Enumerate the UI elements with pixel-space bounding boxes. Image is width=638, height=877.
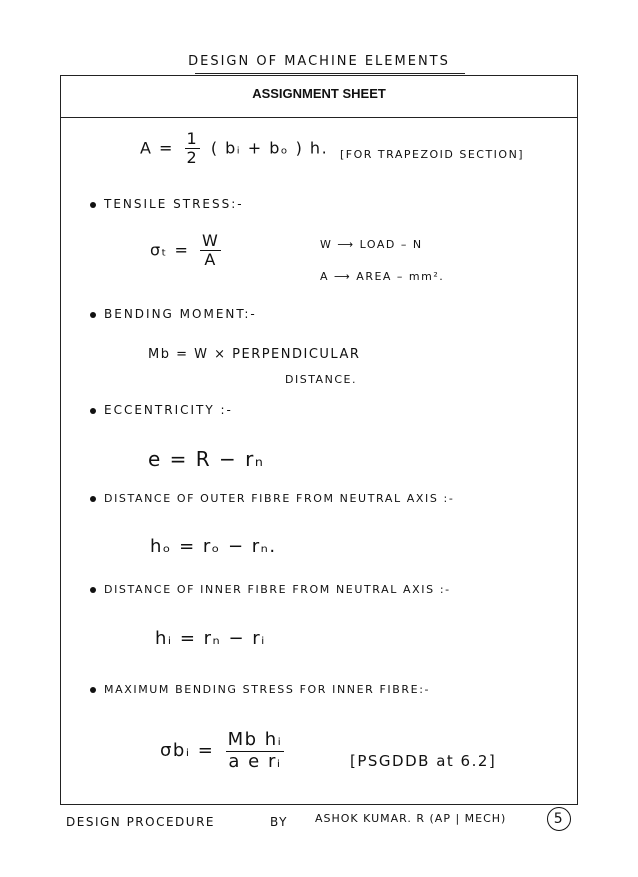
area-note: [FOR TRAPEZOID SECTION] bbox=[340, 148, 525, 161]
bending-moment-eq-line1: Mb = W × PERPENDICULAR bbox=[148, 347, 361, 362]
bullet-icon bbox=[90, 202, 96, 208]
max-bending-heading bbox=[90, 683, 430, 696]
area-formula bbox=[140, 130, 328, 168]
bullet-icon bbox=[90, 408, 96, 414]
footer-by: BY bbox=[270, 815, 288, 829]
area-half-fraction bbox=[185, 130, 201, 168]
bending-moment-eq-line2: DISTANCE. bbox=[285, 373, 357, 386]
area-lhs: A = bbox=[140, 138, 174, 158]
bullet-icon bbox=[90, 312, 96, 318]
page-number-badge: 5 bbox=[547, 807, 571, 831]
inner-fibre-heading-text: DISTANCE OF INNER FIBRE FROM NEUTRAL AXIS :- bbox=[104, 583, 451, 596]
tensile-lhs: σₜ = bbox=[150, 240, 190, 260]
inner-fibre-formula: hᵢ = rₙ − rᵢ bbox=[155, 628, 266, 649]
tensile-heading bbox=[90, 197, 244, 211]
tensile-legend-load: W ⟶ LOAD – N bbox=[320, 238, 423, 251]
eccentricity-formula: e = R − rₙ bbox=[148, 447, 265, 471]
tensile-formula bbox=[150, 232, 225, 270]
max-bending-heading-text: MAXIMUM BENDING STRESS FOR INNER FIBRE:- bbox=[104, 683, 431, 696]
eccentricity-heading-text: ECCENTRICITY :- bbox=[104, 403, 233, 417]
outer-fibre-heading bbox=[90, 492, 454, 505]
max-bending-num: Mb hᵢ bbox=[227, 729, 283, 750]
max-bending-fraction bbox=[226, 730, 285, 772]
sheet-title-divider bbox=[60, 117, 578, 118]
footer-author: ASHOK KUMAR. R (AP | MECH) bbox=[315, 812, 507, 825]
outer-fibre-heading-text: DISTANCE OF OUTER FIBRE FROM NEUTRAL AXIS :- bbox=[104, 492, 455, 505]
max-bending-reference: [PSGDDB at 6.2] bbox=[350, 752, 497, 770]
document-header-title: DESIGN OF MACHINE ELEMENTS bbox=[188, 54, 450, 69]
tensile-fraction bbox=[200, 232, 221, 270]
area-frac-den: 2 bbox=[186, 148, 199, 168]
bullet-icon bbox=[90, 587, 96, 593]
area-rhs: ( bᵢ + bₒ ) h. bbox=[210, 138, 329, 158]
header-underline bbox=[195, 73, 465, 74]
eccentricity-heading bbox=[90, 403, 233, 417]
bullet-icon bbox=[90, 687, 96, 693]
max-bending-lhs: σbᵢ = bbox=[160, 740, 215, 762]
bullet-icon bbox=[90, 496, 96, 502]
tensile-heading-text: TENSILE STRESS:- bbox=[104, 197, 244, 211]
bending-moment-heading bbox=[90, 307, 257, 321]
inner-fibre-heading bbox=[90, 583, 451, 596]
tensile-legend-area: A ⟶ AREA – mm². bbox=[320, 270, 445, 283]
outer-fibre-formula: hₒ = rₒ − rₙ. bbox=[150, 536, 277, 557]
area-frac-num: 1 bbox=[186, 129, 199, 148]
bending-moment-heading-text: BENDING MOMENT:- bbox=[104, 307, 257, 321]
tensile-den: A bbox=[204, 250, 217, 270]
footer-design-procedure: DESIGN PROCEDURE bbox=[66, 815, 215, 829]
max-bending-formula bbox=[160, 730, 288, 772]
tensile-num: W bbox=[201, 231, 220, 250]
assignment-sheet-title: ASSIGNMENT SHEET bbox=[252, 86, 386, 101]
max-bending-den: a e rᵢ bbox=[228, 750, 282, 772]
